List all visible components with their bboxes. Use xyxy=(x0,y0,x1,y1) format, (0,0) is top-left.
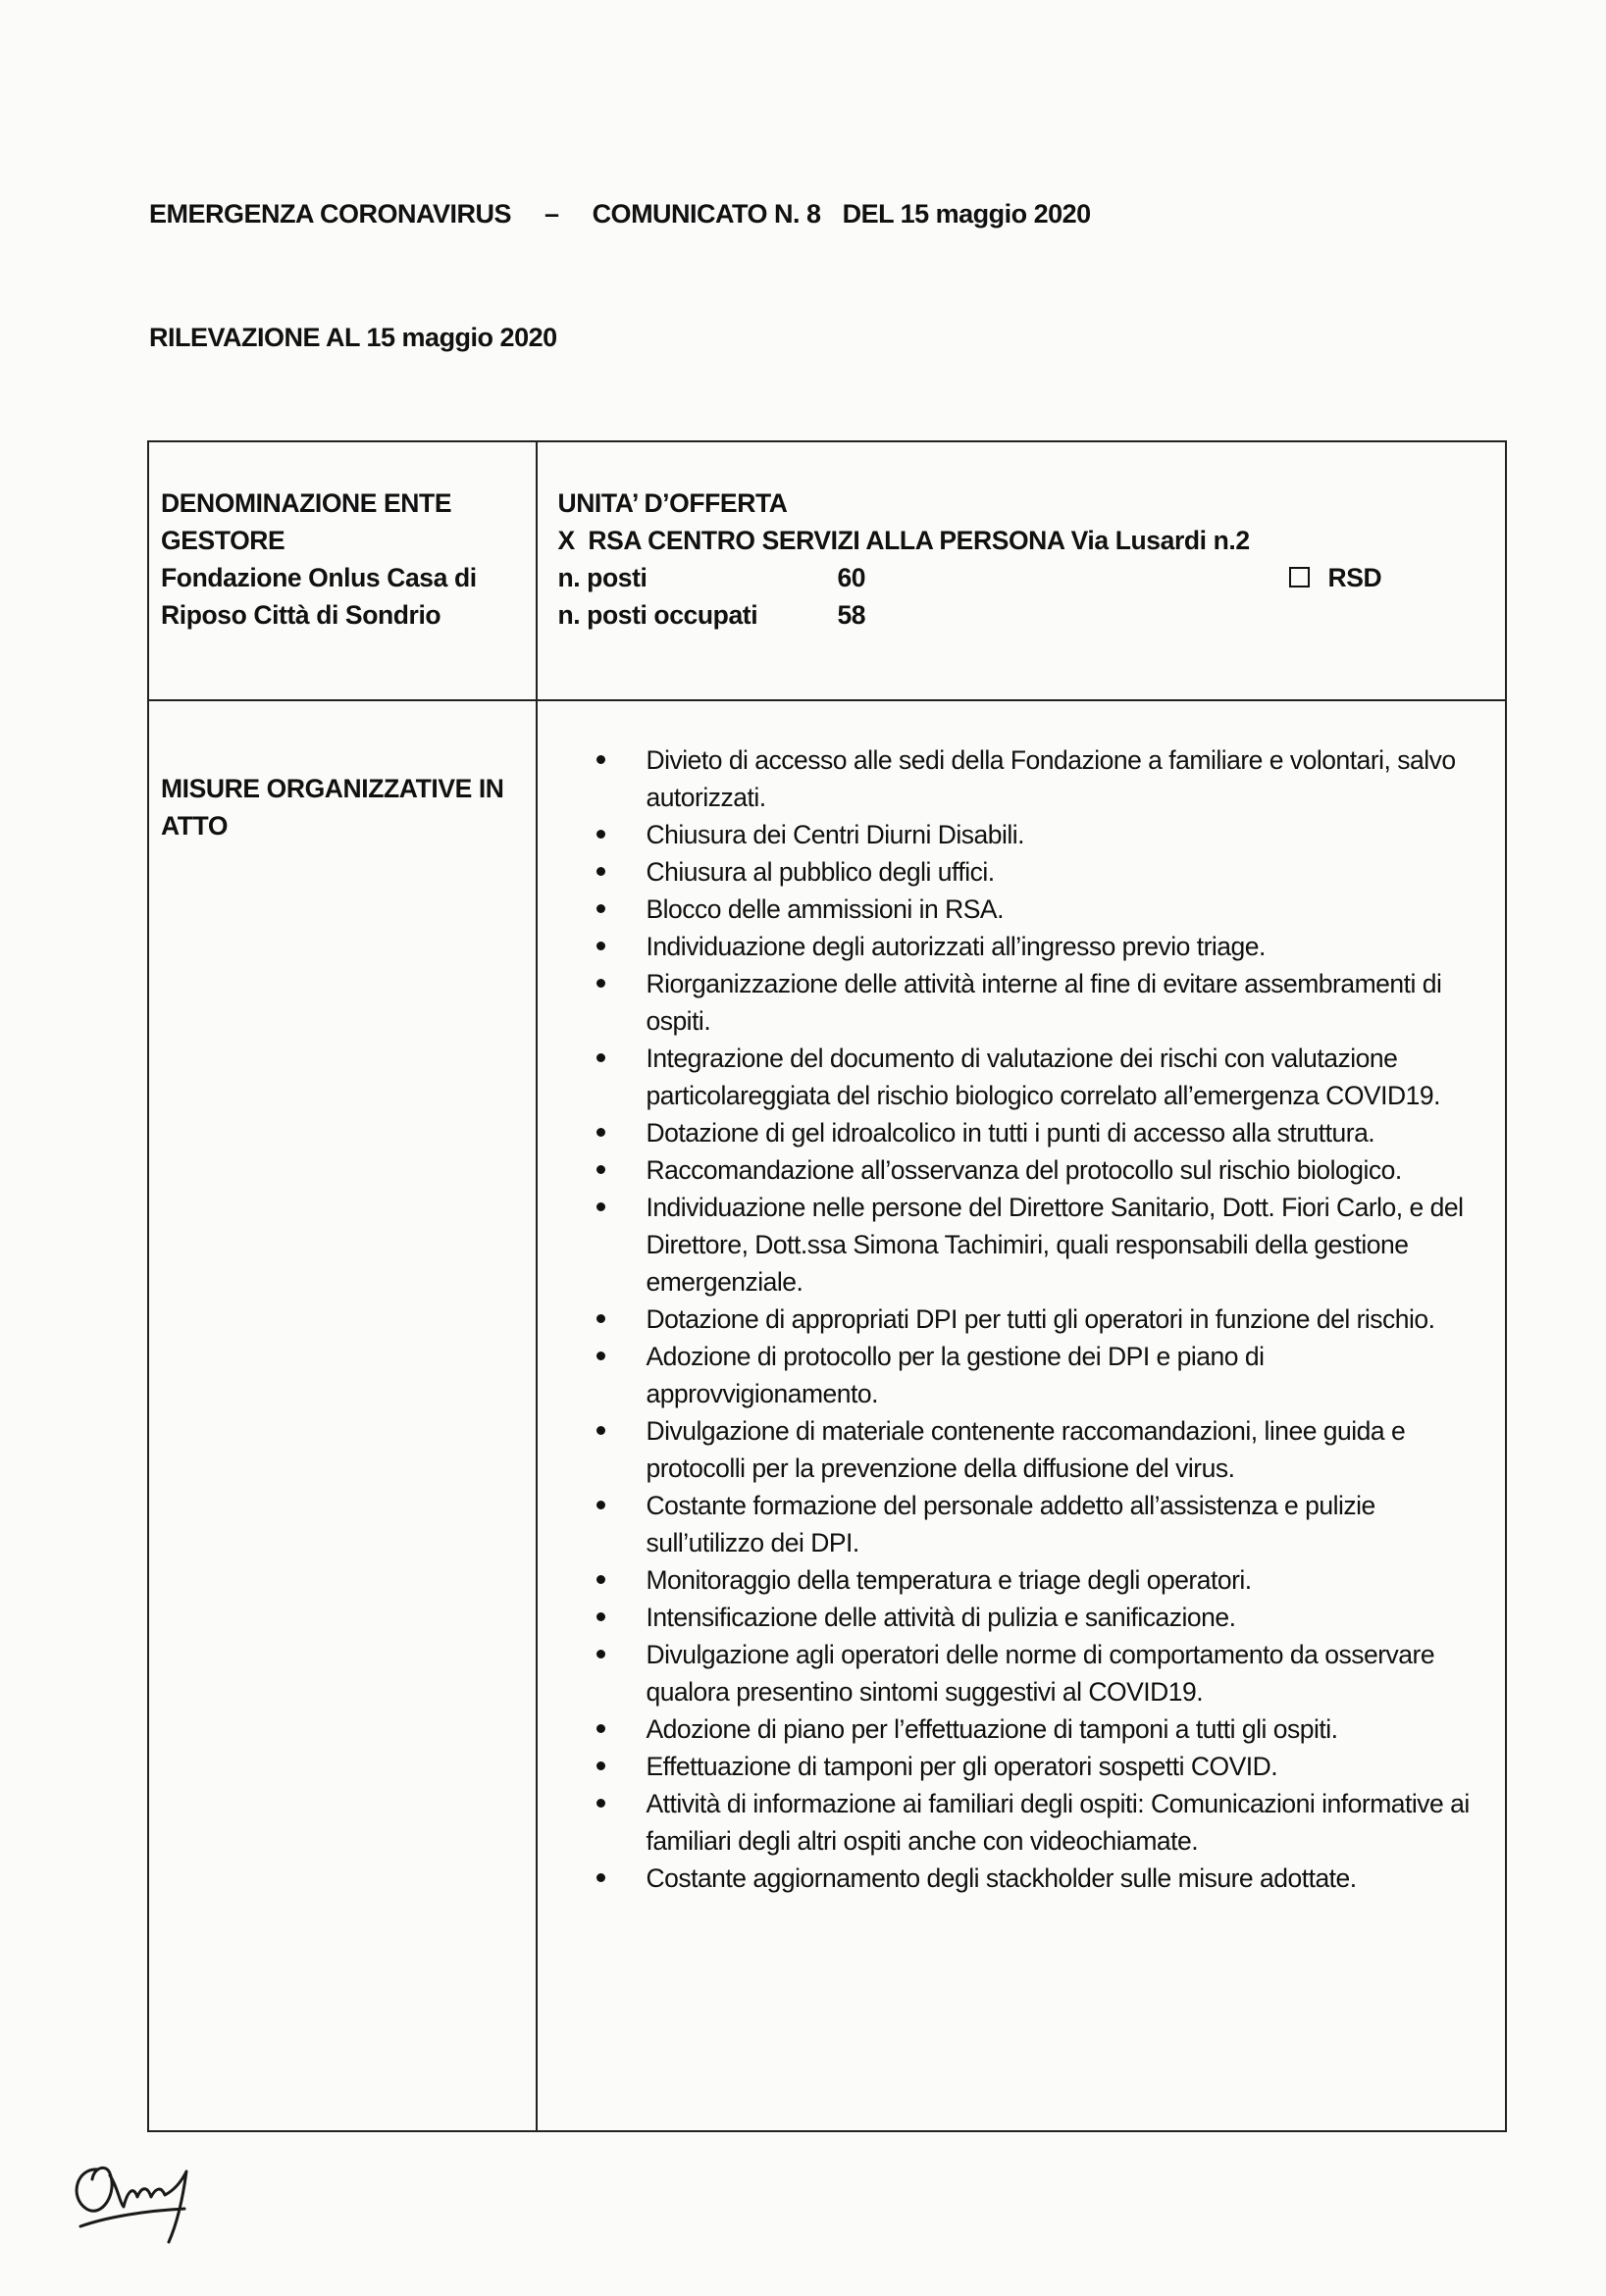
list-item: Attività di informazione ai familiari degli ospiti: Comunicazioni informative ai familiari degli altri ospiti anche con videochiamate. xyxy=(538,1785,1505,1860)
table-row-ente xyxy=(148,441,1506,700)
list-item: Adozione di protocollo per la gestione dei DPI e piano di approvvigionamento. xyxy=(538,1338,1505,1412)
info-table xyxy=(147,440,1507,2132)
list-item: Chiusura dei Centri Diurni Disabili. xyxy=(538,816,1505,853)
comunicato-number: COMUNICATO N. 8 xyxy=(592,199,821,229)
posti-label: n. posti xyxy=(557,563,648,592)
ente-name-line1: Fondazione Onlus Casa di xyxy=(161,563,477,592)
header-title: EMERGENZA CORONAVIRUS xyxy=(149,199,512,229)
ente-name-line2: Riposo Città di Sondrio xyxy=(161,600,441,630)
handwritten-signature xyxy=(59,2128,206,2246)
ente-label-line1: DENOMINAZIONE ENTE xyxy=(161,488,452,518)
list-item: Individuazione nelle persone del Direttore Sanitario, Dott. Fiori Carlo, e del Direttore, Dott.ssa Simona Tachimiri, quali responsabili della gestione emergenziale. xyxy=(538,1189,1505,1301)
list-item: Chiusura al pubblico degli uffici. xyxy=(538,853,1505,891)
header-dash: – xyxy=(544,199,559,229)
list-item: Divulgazione di materiale contenente raccomandazioni, linee guida e protocolli per la prevenzione della diffusione del virus. xyxy=(538,1412,1505,1487)
list-item: Dotazione di appropriati DPI per tutti gli operatori in funzione del rischio. xyxy=(538,1301,1505,1338)
list-item: Monitoraggio della temperatura e triage degli operatori. xyxy=(538,1561,1505,1599)
posti-occupati-line xyxy=(557,596,1505,634)
list-item: Dotazione di gel idroalcolico in tutti i punti di accesso alla struttura. xyxy=(538,1114,1505,1151)
measures-list xyxy=(538,701,1505,1897)
list-item: Adozione di piano per l’effettuazione di tamponi a tutti gli ospiti. xyxy=(538,1710,1505,1748)
unita-label: UNITA’ D’OFFERTA xyxy=(557,488,788,518)
ente-cell xyxy=(148,441,537,700)
list-item: Divulgazione agli operatori delle norme di comportamento da osservare qualora presentino sintomi suggestivi al COVID19. xyxy=(538,1636,1505,1710)
rsd-text: RSD xyxy=(1327,563,1382,592)
rsd-checkbox-icon xyxy=(1289,567,1310,587)
unita-cell xyxy=(537,441,1506,700)
list-item: Raccomandazione all’osservanza del protocollo sul rischio biologico. xyxy=(538,1151,1505,1189)
misure-label-line1: MISURE ORGANIZZATIVE IN xyxy=(161,774,504,803)
comunicato-date: DEL 15 maggio 2020 xyxy=(842,199,1091,229)
rsa-line xyxy=(557,522,1505,559)
rilevazione-line: RILEVAZIONE AL 15 maggio 2020 xyxy=(149,323,557,352)
table-row-misure xyxy=(148,700,1506,2131)
posti-occupati-value: 58 xyxy=(837,600,866,630)
list-item: Costante formazione del personale addetto all’assistenza e pulizie sull’utilizzo dei DPI. xyxy=(538,1487,1505,1561)
list-item: Blocco delle ammissioni in RSA. xyxy=(538,891,1505,928)
list-item: Effettuazione di tamponi per gli operatori sospetti COVID. xyxy=(538,1748,1505,1785)
rsa-text: RSA CENTRO SERVIZI ALLA PERSONA Via Lusardi n.2 xyxy=(588,526,1250,555)
list-item: Costante aggiornamento degli stackholder sulle misure adottate. xyxy=(538,1860,1505,1897)
document-header xyxy=(149,199,1091,230)
rsa-checked-mark: X xyxy=(557,526,575,555)
list-item: Divieto di accesso alle sedi della Fondazione a familiare e volontari, salvo autorizzati. xyxy=(538,741,1505,816)
rsd-option xyxy=(1289,559,1381,596)
misure-list-cell xyxy=(537,700,1506,2131)
list-item: Integrazione del documento di valutazione dei rischi con valutazione particolareggiata del rischio biologico correlato all’emergenza COVID19. xyxy=(538,1040,1505,1114)
posti-value: 60 xyxy=(837,563,866,592)
list-item: Intensificazione delle attività di pulizia e sanificazione. xyxy=(538,1599,1505,1636)
posti-occupati-label: n. posti occupati xyxy=(557,600,758,630)
ente-label-line2: GESTORE xyxy=(161,526,285,555)
list-item: Riorganizzazione delle attività interne al fine di evitare assembramenti di ospiti. xyxy=(538,965,1505,1040)
misure-label-line2: ATTO xyxy=(161,811,229,841)
misure-label-cell xyxy=(148,700,537,2131)
list-item: Individuazione degli autorizzati all’ingresso previo triage. xyxy=(538,928,1505,965)
